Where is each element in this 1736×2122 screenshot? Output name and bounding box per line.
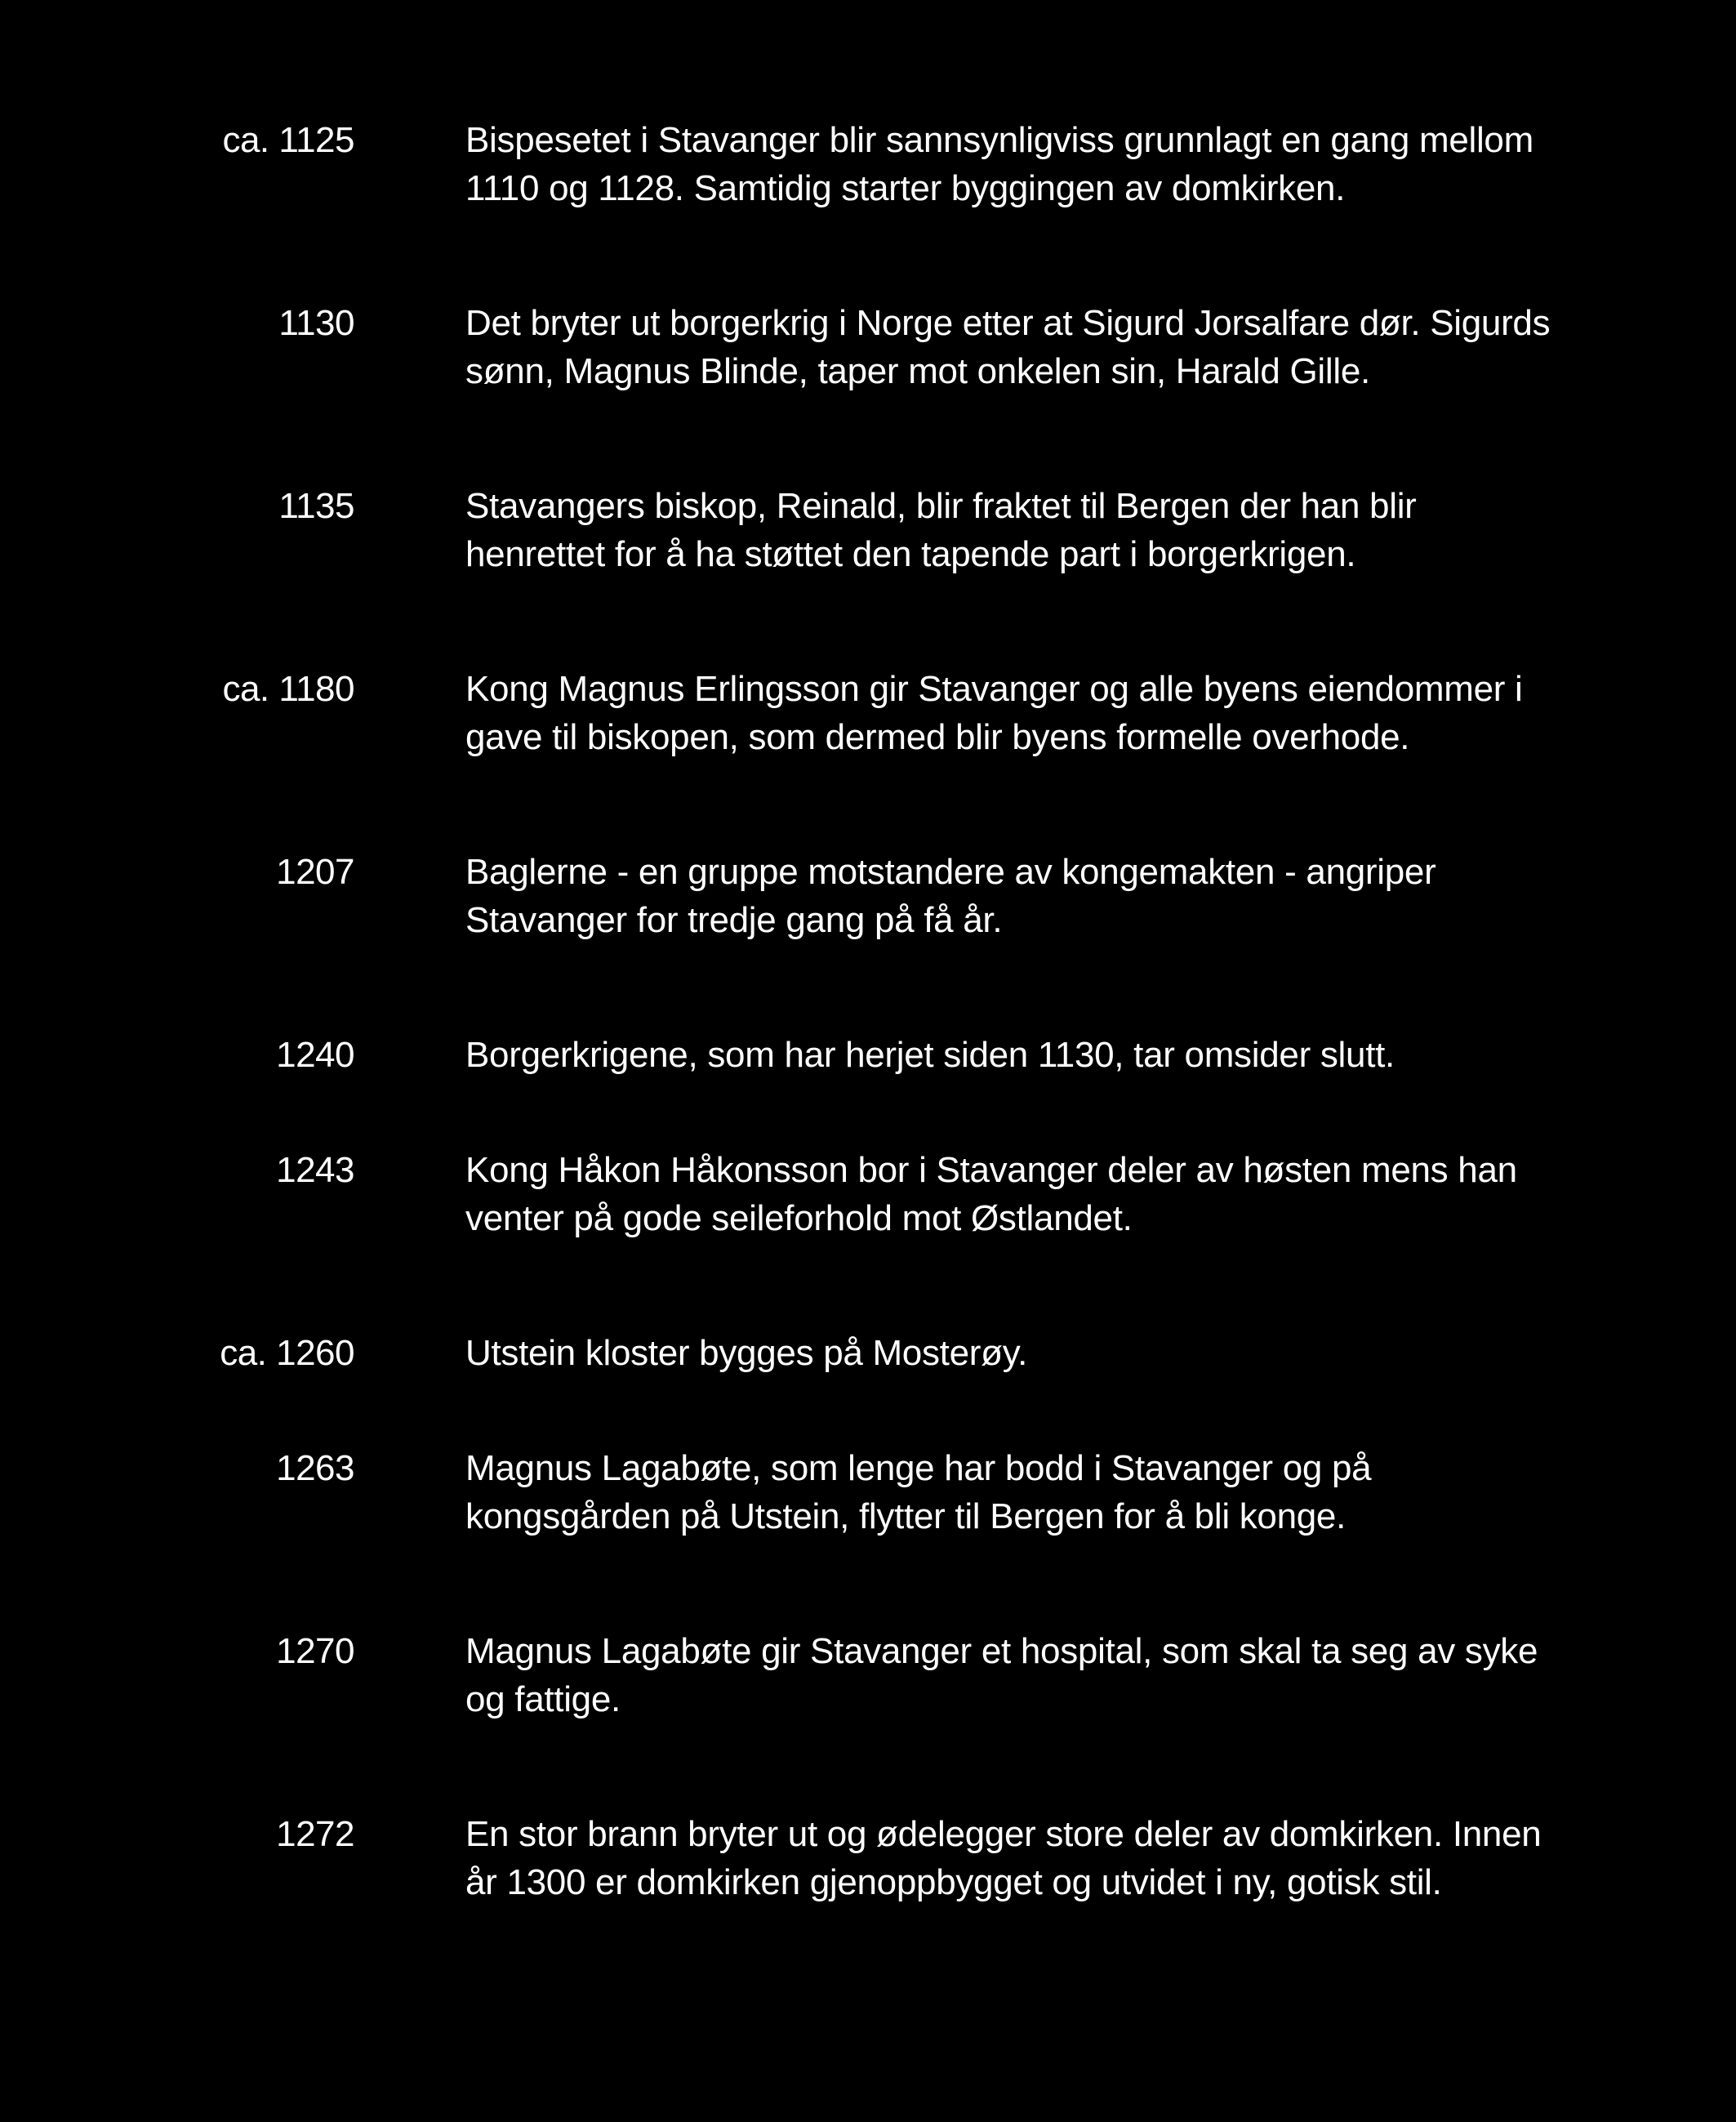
entry-year: 1240 bbox=[276, 1035, 354, 1075]
entry-year: 1263 bbox=[276, 1448, 354, 1488]
entry-text: Det bryter ut borgerkrig i Norge etter at Sigurd Jorsalfare dør. Sigurds sønn, Magnus Blinde, taper mot onkelen sin, Harald Gille. bbox=[465, 303, 1551, 391]
entry-year: 1135 bbox=[278, 486, 354, 526]
entry-year: 1207 bbox=[276, 852, 354, 892]
entry-text: Bispesetet i Stavanger blir sannsynligviss grunnlagt en gang mellom 1110 og 1128. Samtidig starter byggingen av domkirken. bbox=[465, 120, 1533, 208]
entry-text: Kong Magnus Erlingsson gir Stavanger og alle byens eiendommer i gave til biskopen, som dermed blir byens formelle overhode. bbox=[465, 669, 1523, 757]
entry-text: En stor brann bryter ut og ødelegger store deler av domkirken. Innen år 1300 er domkirken gjenoppbygget og utvidet i ny, gotisk stil. bbox=[465, 1814, 1542, 1902]
entry-year: 1243 bbox=[276, 1150, 354, 1190]
entry-year: 1130 bbox=[278, 303, 354, 343]
entry-text: Baglerne - en gruppe motstandere av kongemakten - angriper Stavanger for tredje gang på få år. bbox=[465, 852, 1436, 940]
entry-text: Borgerkrigene, som har herjet siden 1130, tar omsider slutt. bbox=[465, 1035, 1395, 1075]
entry-year: 1270 bbox=[276, 1631, 354, 1671]
entry-year: ca. 1180 bbox=[222, 669, 354, 709]
entry-year: ca. 1125 bbox=[222, 120, 354, 160]
entry-text: Kong Håkon Håkonsson bor i Stavanger deler av høsten mens han venter på gode seileforhold mot Østlandet. bbox=[465, 1150, 1517, 1238]
entry-year: ca. 1260 bbox=[220, 1333, 354, 1373]
entry-text: Magnus Lagabøte, som lenge har bodd i Stavanger og på kongsgården på Utstein, flytter til Bergen for å bli konge. bbox=[465, 1448, 1372, 1536]
entry-text: Magnus Lagabøte gir Stavanger et hospital, som skal ta seg av syke og fattige. bbox=[465, 1631, 1538, 1719]
entry-year: 1272 bbox=[276, 1814, 354, 1854]
entry-text: Utstein kloster bygges på Mosterøy. bbox=[465, 1333, 1028, 1373]
entry-text: Stavangers biskop, Reinald, blir fraktet til Bergen der han blir henrettet for å ha støttet den tapende part i borgerkrigen. bbox=[465, 486, 1417, 574]
